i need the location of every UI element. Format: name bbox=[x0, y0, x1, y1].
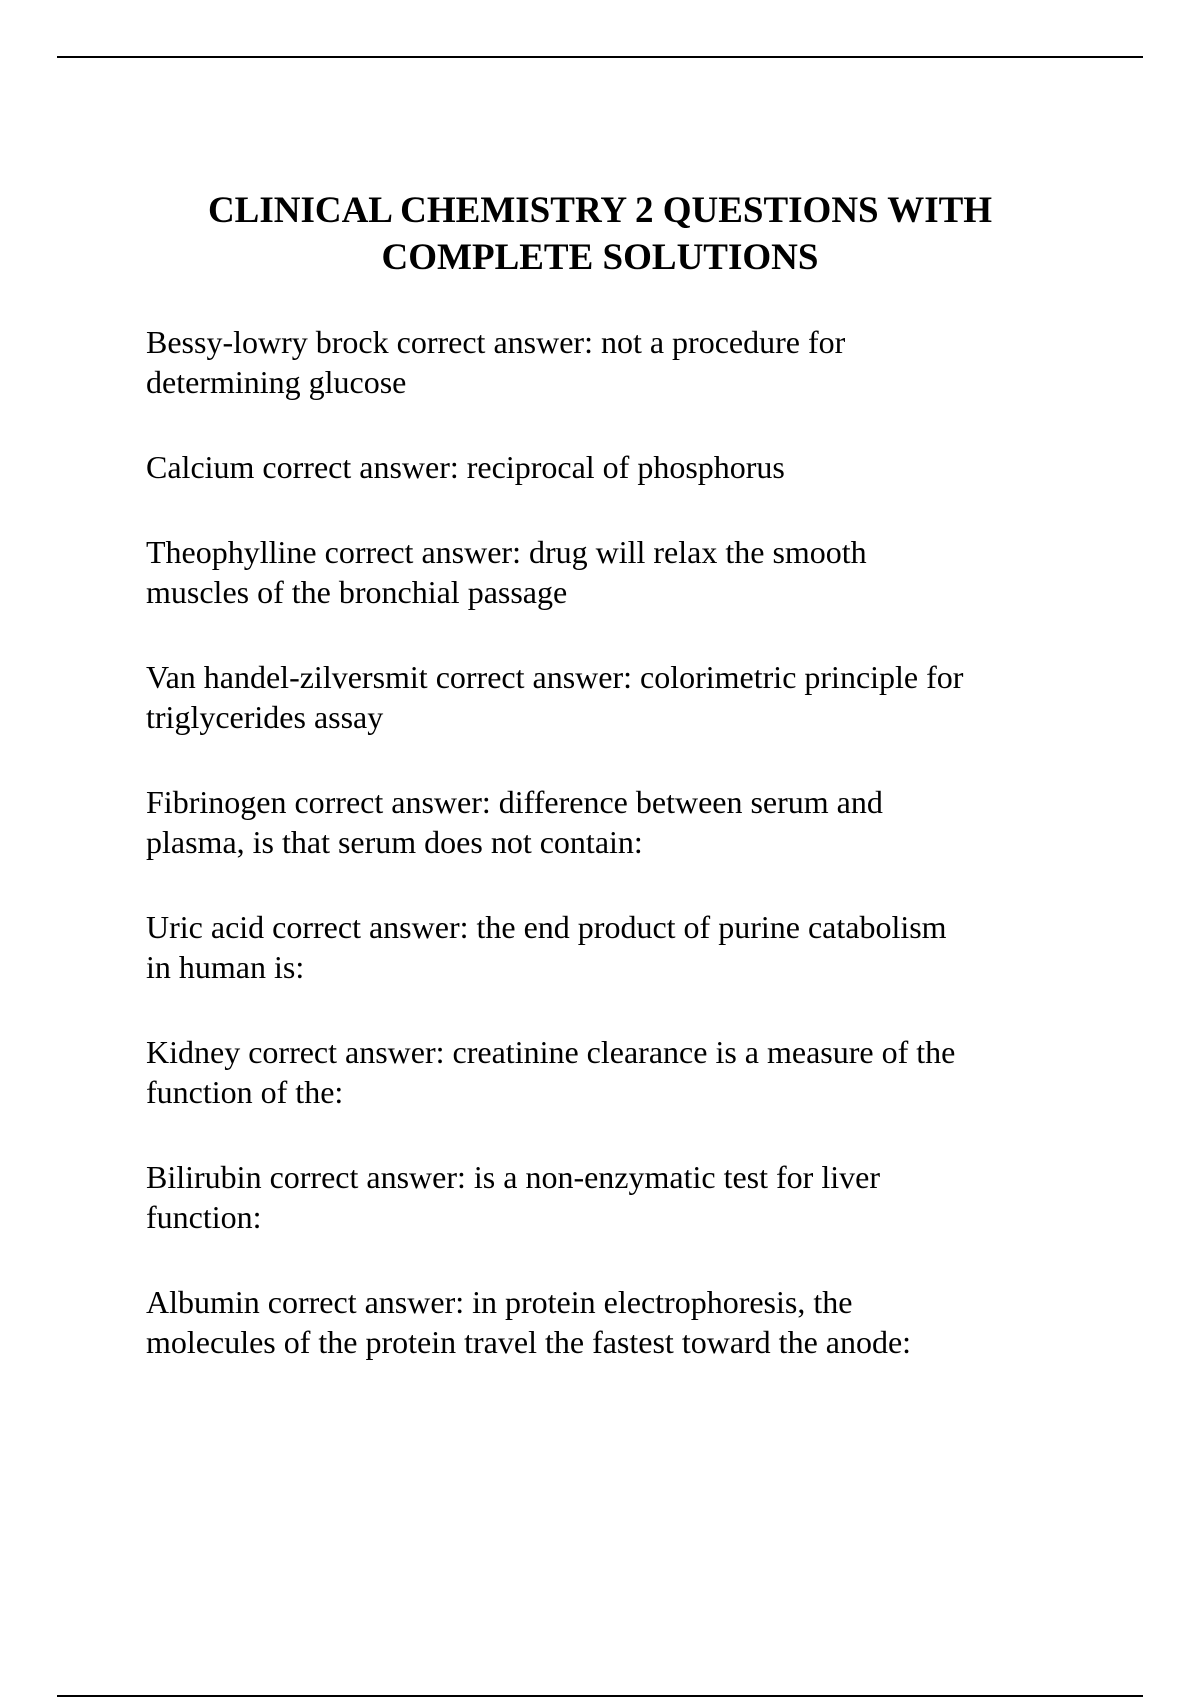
qa-line: function of the: bbox=[146, 1074, 344, 1110]
qa-item-kidney bbox=[146, 1032, 1126, 1112]
qa-line: Bessy-lowry brock correct answer: not a procedure for bbox=[146, 324, 846, 360]
qa-line: triglycerides assay bbox=[146, 699, 384, 735]
qa-item-albumin bbox=[146, 1282, 1126, 1362]
qa-line: Bilirubin correct answer: is a non-enzymatic test for liver bbox=[146, 1159, 880, 1195]
title-line-2: COMPLETE SOLUTIONS bbox=[381, 237, 819, 278]
page-title bbox=[100, 187, 1100, 281]
title-line-1: CLINICAL CHEMISTRY 2 QUESTIONS WITH bbox=[207, 190, 993, 231]
qa-line: Albumin correct answer: in protein electrophoresis, the bbox=[146, 1284, 853, 1320]
qa-line: Theophylline correct answer: drug will relax the smooth bbox=[146, 534, 867, 570]
qa-item-fibrinogen bbox=[146, 782, 1126, 862]
qa-item-calcium bbox=[146, 447, 1126, 487]
qa-line: in human is: bbox=[146, 949, 305, 985]
qa-line: Van handel-zilversmit correct answer: colorimetric principle for bbox=[146, 659, 964, 695]
qa-item-bessy-lowry-brock bbox=[146, 322, 1126, 402]
qa-line: molecules of the protein travel the fastest toward the anode: bbox=[146, 1324, 912, 1360]
qa-line: determining glucose bbox=[146, 364, 407, 400]
qa-line: Calcium correct answer: reciprocal of phosphorus bbox=[146, 449, 785, 485]
qa-line: muscles of the bronchial passage bbox=[146, 574, 568, 610]
qa-line: Kidney correct answer: creatinine clearance is a measure of the bbox=[146, 1034, 956, 1070]
qa-line: Uric acid correct answer: the end product of purine catabolism bbox=[146, 909, 947, 945]
top-rule bbox=[57, 56, 1143, 58]
qa-item-van-handel-zilversmit bbox=[146, 657, 1126, 737]
qa-line: Fibrinogen correct answer: difference between serum and bbox=[146, 784, 883, 820]
qa-item-theophylline bbox=[146, 532, 1126, 612]
qa-list bbox=[146, 322, 1126, 1407]
qa-item-bilirubin bbox=[146, 1157, 1126, 1237]
qa-line: plasma, is that serum does not contain: bbox=[146, 824, 643, 860]
bottom-rule bbox=[57, 1695, 1143, 1697]
qa-line: function: bbox=[146, 1199, 262, 1235]
qa-item-uric-acid bbox=[146, 907, 1126, 987]
